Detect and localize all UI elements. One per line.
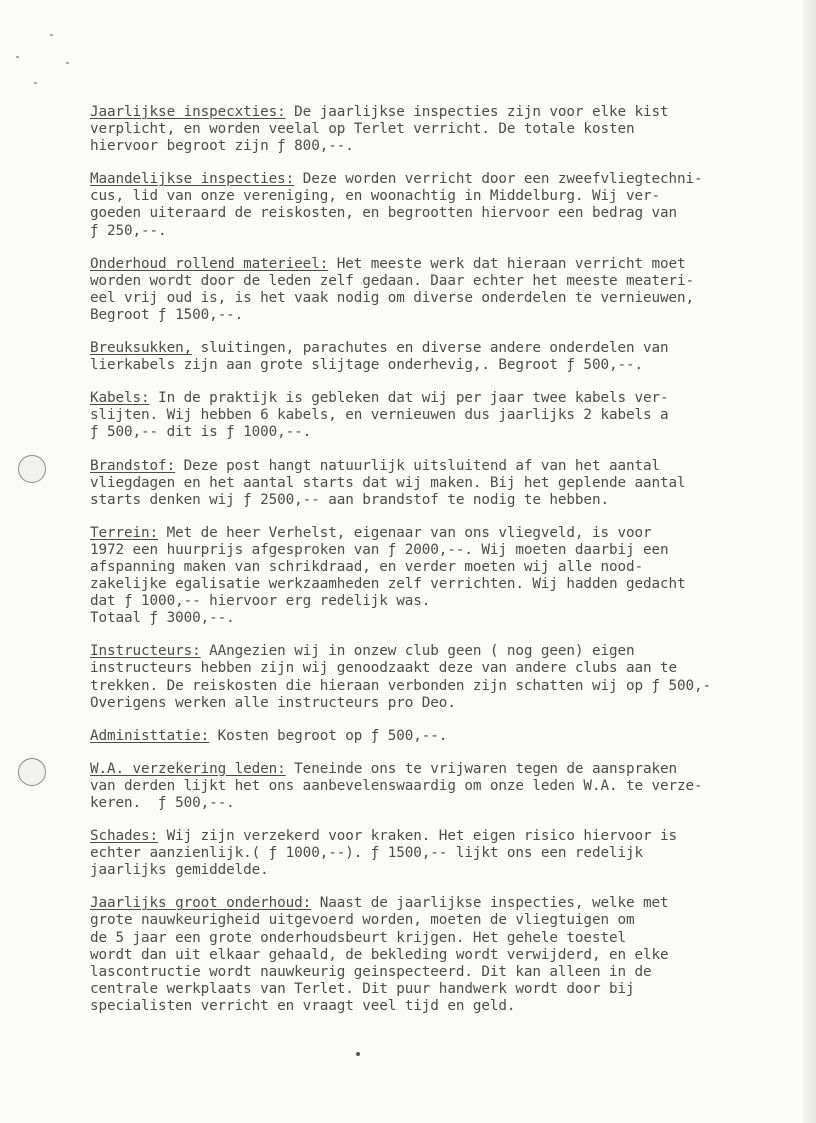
paragraph-line: worden wordt door de leden zelf gedaan. Daar echter het meeste meateri-	[90, 272, 695, 289]
paragraph-first-line	[90, 728, 790, 745]
paragraph	[90, 895, 790, 1015]
paragraph-text: Teneinde ons te vrijwaren tegen de aanspraken	[285, 760, 678, 777]
typed-text-body	[90, 104, 790, 1031]
paragraph-line: lascontructie wordt nauwkeurig geinspecteerd. Dit kan alleen in de	[90, 963, 652, 980]
paragraph-first-line	[90, 525, 790, 542]
paragraph-line: specialisten verricht en vraagt veel tijd en geld.	[90, 997, 516, 1014]
paragraph-text: Kosten begroot op ƒ 500,--.	[209, 727, 448, 744]
paragraph-line: Totaal ƒ 3000,--.	[90, 610, 235, 627]
paragraph-heading: Brandstof:	[90, 457, 176, 474]
paragraph-first-line	[90, 171, 790, 188]
paragraph	[90, 458, 790, 509]
paragraph-first-line	[90, 104, 790, 121]
paragraph-line: ƒ 250,--.	[90, 222, 167, 239]
paragraph-text: Wij zijn verzekerd voor kraken. Het eigen risico hiervoor is	[158, 828, 678, 845]
paragraph-heading: Kabels:	[90, 390, 150, 407]
paragraph-line: afspanning maken van schrikdraad, en verder moeten wij alle nood-	[90, 558, 643, 575]
paragraph-line: starts denken wij ƒ 2500,-- aan brandstof te nodig te hebben.	[90, 491, 609, 508]
paragraph-text: Deze worden verricht door een zweefvliegtechni-	[294, 171, 703, 188]
paragraph	[90, 643, 790, 711]
paragraph	[90, 171, 790, 239]
paragraph-line: ƒ 500,-- dit is ƒ 1000,--.	[90, 424, 312, 441]
paragraph-first-line	[90, 643, 790, 660]
paragraph-line: centrale werkplaats van Terlet. Dit puur handwerk wordt door bij	[90, 980, 635, 997]
paragraph-text: De jaarlijkse inspecties zijn voor elke kist	[285, 104, 669, 120]
paragraph-line: de 5 jaar een grote onderhoudsbeurt krijgen. Het gehele toestel	[90, 929, 626, 946]
paragraph-line: wordt dan uit elkaar gehaald, de bekleding wordt verwijderd, en elke	[90, 946, 669, 963]
paragraph-heading: Terrein:	[90, 524, 159, 541]
paragraph-line: slijten. Wij hebben 6 kabels, en vernieuwen dus jaarlijks 2 kabels a	[90, 407, 669, 424]
paragraph-line: lierkabels zijn aan grote slijtage onderhevig,. Begroot ƒ 500,--.	[90, 357, 643, 374]
paragraph-heading: Jaarlijkse inspecxties:	[90, 104, 286, 120]
paragraph-line: 1972 een huurprijs afgesproken van ƒ 2000,--. Wij moeten daarbij een	[90, 541, 669, 558]
paragraph	[90, 728, 790, 745]
paragraph-line: verplicht, en worden veelal op Terlet verricht. De totale kosten	[90, 121, 635, 138]
paragraph-heading: Maandelijkse inspecties:	[90, 171, 295, 188]
paragraph-text: sluitingen, parachutes en diverse andere onderdelen van	[192, 340, 669, 357]
paragraph-first-line	[90, 828, 790, 845]
paragraph-line: zakelijke egalisatie werkzaamheden zelf verrichten. Wij hadden gedacht	[90, 576, 686, 593]
paragraph-line: grote nauwkeurigheid uitgevoerd worden, moeten de vliegtuigen om	[90, 912, 635, 929]
page-mark-dot	[356, 1052, 360, 1056]
paragraph-line: cus, lid van onze vereniging, en woonachtig in Middelburg. Wij ver-	[90, 188, 660, 205]
paragraph-line: eel vrij oud is, is het vaak nodig om diverse onderdelen te vernieuwen,	[90, 289, 695, 306]
paragraph-text: In de praktijk is gebleken dat wij per jaar twee kabels ver-	[149, 390, 669, 407]
paragraph-line: Overigens werken alle instructeurs pro Deo.	[90, 694, 456, 711]
paragraph	[90, 256, 790, 324]
paragraph-line: Begroot ƒ 1500,--.	[90, 306, 244, 323]
paragraph-heading: Breuksukken,	[90, 340, 193, 357]
paragraph-line: jaarlijks gemiddelde.	[90, 862, 269, 879]
paragraph-line: keren. ƒ 500,--.	[90, 795, 235, 811]
paper-speck	[66, 62, 69, 64]
paragraph-line: hiervoor begroot zijn ƒ 800,--.	[90, 138, 354, 155]
punch-hole	[18, 758, 46, 786]
paragraph	[90, 525, 790, 628]
paper-speck	[16, 56, 19, 58]
paragraph-first-line	[90, 340, 790, 357]
paragraph-text: Deze post hangt natuurlijk uitsluitend af van het aantal	[175, 457, 661, 474]
paragraph-text: Met de heer Verhelst, eigenaar van ons vliegveld, is voor	[158, 524, 652, 541]
paragraph-line: echter aanzienlijk.( ƒ 1000,--). ƒ 1500,-- lijkt ons een redelijk	[90, 845, 643, 862]
paragraph-first-line	[90, 895, 790, 912]
paragraph-line: vliegdagen en het aantal starts dat wij maken. Bij het geplende aantal	[90, 474, 686, 491]
paragraph	[90, 828, 790, 879]
paragraph-heading: Administtatie:	[90, 727, 210, 744]
paragraph-text: Naast de jaarlijkse inspecties, welke met	[311, 895, 669, 912]
punch-hole	[18, 455, 46, 483]
paragraph-first-line	[90, 458, 790, 475]
paragraph-first-line	[90, 390, 790, 407]
page-edge-shadow	[802, 0, 816, 1123]
paragraph-line: instructeurs hebben zijn wij genoodzaakt deze van andere clubs aan te	[90, 660, 678, 677]
paragraph-heading: W.A. verzekering leden:	[90, 760, 286, 777]
paragraph	[90, 390, 790, 441]
paragraph-text: AAngezien wij in onzew club geen ( nog geen) eigen	[200, 643, 635, 660]
paper-speck	[50, 34, 53, 36]
paragraph-line: goeden uiteraard de reiskosten, en begrootten hiervoor een bedrag van	[90, 205, 678, 222]
paragraph	[90, 104, 790, 155]
paragraph-line: dat ƒ 1000,-- hiervoor erg redelijk was.	[90, 593, 431, 610]
paragraph-line: trekken. De reiskosten die hieraan verbonden zijn schatten wij op ƒ 500,-	[90, 677, 712, 694]
paragraph-first-line	[90, 256, 790, 273]
paragraph	[90, 761, 790, 812]
paragraph-text: Het meeste werk dat hieraan verricht moet	[328, 255, 686, 272]
paragraph	[90, 340, 790, 374]
paragraph-heading: Schades:	[90, 828, 159, 845]
paper-speck	[34, 82, 37, 84]
paragraph-first-line	[90, 761, 790, 778]
paragraph-heading: Jaarlijks groot onderhoud:	[90, 895, 312, 912]
paragraph-line: van derden lijkt het ons aanbevelenswaardig om onze leden W.A. te verze-	[90, 777, 703, 794]
paragraph-heading: Instructeurs:	[90, 643, 201, 660]
paragraph-heading: Onderhoud rollend materieel:	[90, 255, 329, 272]
